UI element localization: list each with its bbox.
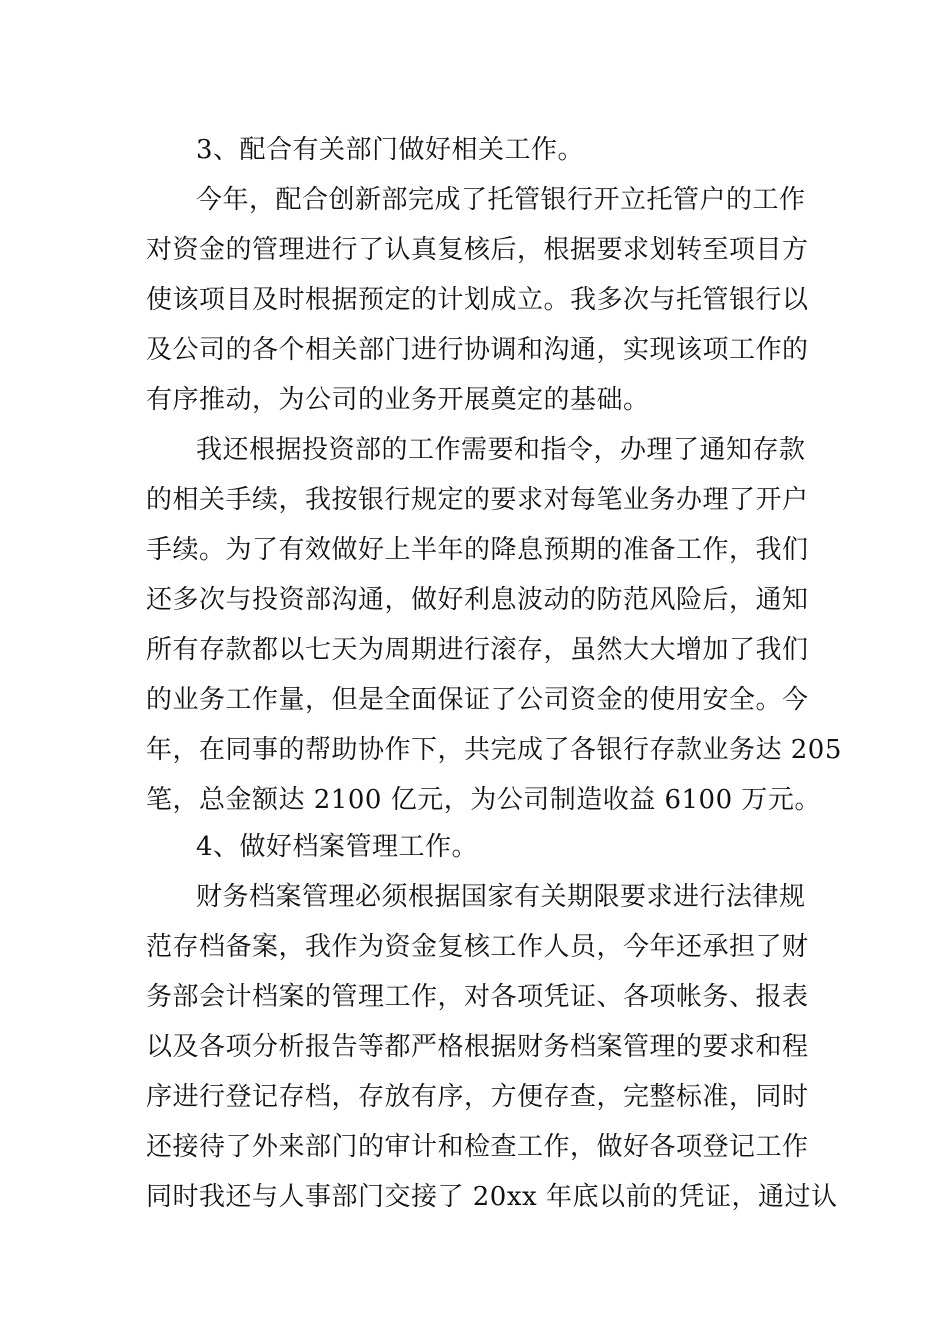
paragraph-line: 财务档案管理必须根据国家有关期限要求进行法律规 <box>196 882 806 912</box>
paragraph-line: 序进行登记存档，存放有序，方便存查，完整标准，同时 <box>146 1082 809 1112</box>
paragraph-line: 及公司的各个相关部门进行协调和沟通，实现该项工作的 <box>146 335 809 365</box>
paragraph-line: 所有存款都以七天为周期进行滚存，虽然大大增加了我们 <box>146 635 809 665</box>
paragraph-line: 的相关手续，我按银行规定的要求对每笔业务办理了开户 <box>146 485 809 515</box>
paragraph-line: 范存档备案，我作为资金复核工作人员，今年还承担了财 <box>146 932 809 962</box>
paragraph-line: 手续。为了有效做好上半年的降息预期的准备工作，我们 <box>146 535 809 565</box>
section-heading-4: 4、做好档案管理工作。 <box>196 832 479 862</box>
section-heading-3: 3、配合有关部门做好相关工作。 <box>196 135 585 165</box>
paragraph-line: 今年，配合创新部完成了托管银行开立托管户的工作 <box>196 185 806 215</box>
paragraph-line: 还接待了外来部门的审计和检查工作，做好各项登记工作 <box>146 1132 809 1162</box>
paragraph-line: 对资金的管理进行了认真复核后，根据要求划转至项目方 <box>146 235 809 265</box>
paragraph-line: 年，在同事的帮助协作下，共完成了各银行存款业务达 205 <box>146 735 842 765</box>
paragraph-line: 务部会计档案的管理工作，对各项凭证、各项帐务、报表 <box>146 982 809 1012</box>
paragraph-line: 以及各项分析报告等都严格根据财务档案管理的要求和程 <box>146 1032 809 1062</box>
paragraph-line: 的业务工作量，但是全面保证了公司资金的使用安全。今 <box>146 685 809 715</box>
paragraph-line: 同时我还与人事部门交接了 20xx 年底以前的凭证，通过认 <box>146 1182 838 1212</box>
paragraph-line: 还多次与投资部沟通，做好利息波动的防范风险后，通知 <box>146 585 809 615</box>
paragraph-line: 我还根据投资部的工作需要和指令，办理了通知存款 <box>196 435 806 465</box>
paragraph-line: 使该项目及时根据预定的计划成立。我多次与托管银行以 <box>146 285 809 315</box>
paragraph-line: 有序推动，为公司的业务开展奠定的基础。 <box>146 385 650 415</box>
paragraph-line: 笔，总金额达 2100 亿元，为公司制造收益 6100 万元。 <box>146 785 821 815</box>
